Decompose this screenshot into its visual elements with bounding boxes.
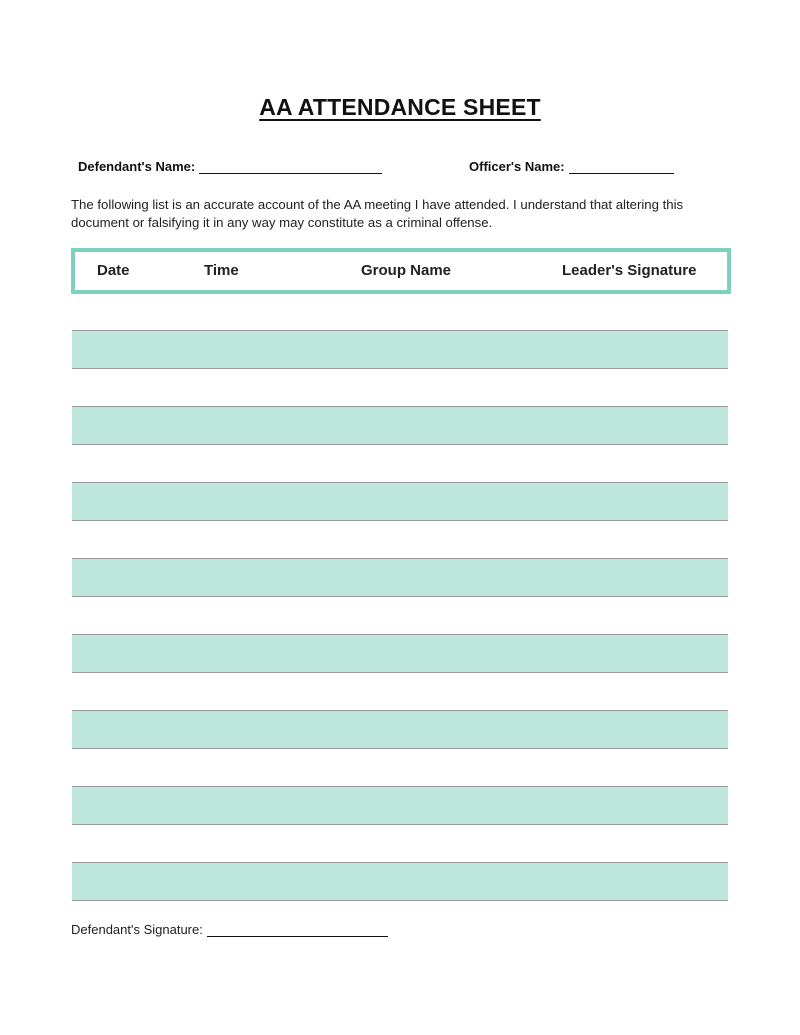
officer-name-label: Officer's Name:: [469, 159, 565, 174]
table-row[interactable]: [72, 369, 728, 407]
officer-name-line[interactable]: [569, 159, 674, 174]
header-time: Time: [204, 262, 239, 279]
table-row[interactable]: [72, 521, 728, 559]
table-row[interactable]: [72, 483, 728, 521]
defendant-signature-label: Defendant's Signature:: [71, 922, 203, 937]
table-row[interactable]: [72, 635, 728, 673]
table-row[interactable]: [72, 407, 728, 445]
officer-name-field[interactable]: [469, 159, 674, 174]
defendant-name-line[interactable]: [199, 159, 382, 174]
attendance-rows: [72, 293, 728, 901]
table-row[interactable]: [72, 445, 728, 483]
defendant-signature-field[interactable]: [71, 922, 388, 937]
statement-text: The following list is an accurate account of the AA meeting I have attended. I understand that altering this document or falsifying it in any way may constitute as a criminal offense.: [71, 197, 684, 230]
table-row[interactable]: [72, 293, 728, 331]
table-row[interactable]: [72, 597, 728, 635]
table-row[interactable]: [72, 749, 728, 787]
table-row[interactable]: [72, 559, 728, 597]
header-group-name: Group Name: [361, 262, 452, 279]
page-title: AA ATTENDANCE SHEET: [259, 94, 541, 120]
table-row[interactable]: [72, 863, 728, 901]
table-header: [71, 248, 731, 294]
header-date: Date: [97, 262, 130, 279]
table-row[interactable]: [72, 711, 728, 749]
table-row[interactable]: [72, 331, 728, 369]
table-row[interactable]: [72, 825, 728, 863]
table-row[interactable]: [72, 787, 728, 825]
defendant-name-label: Defendant's Name:: [78, 159, 196, 174]
table-row[interactable]: [72, 673, 728, 711]
defendant-name-field[interactable]: [78, 159, 382, 174]
defendant-signature-line[interactable]: [207, 922, 388, 937]
header-leader-signature: Leader's Signature: [562, 262, 697, 279]
